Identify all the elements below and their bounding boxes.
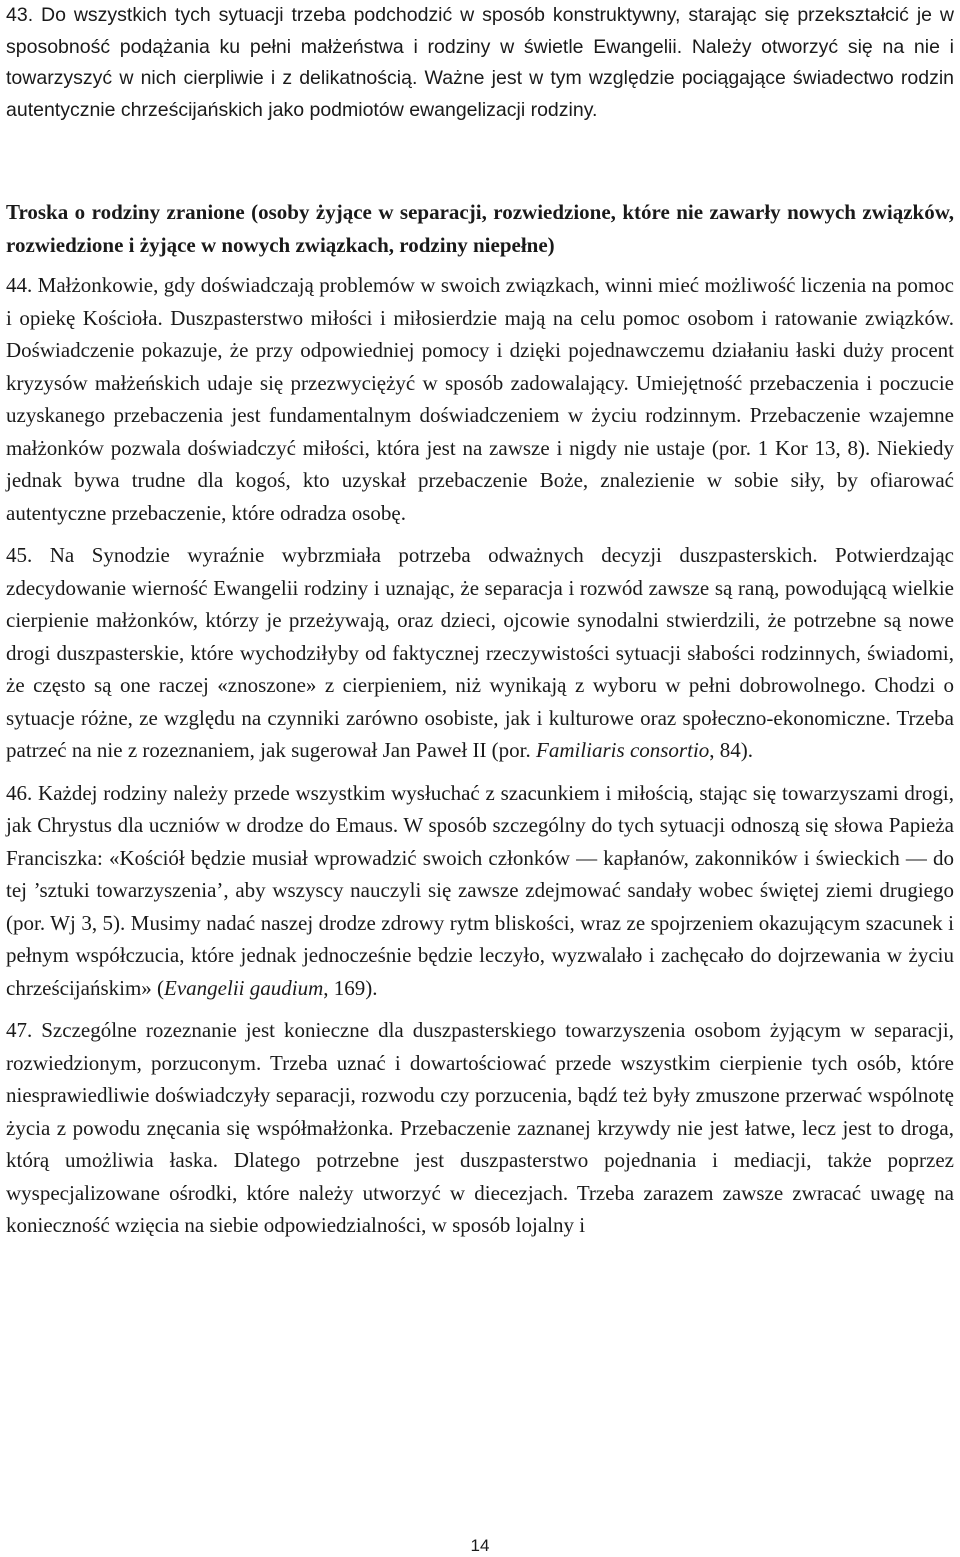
paragraph-43: 43. Do wszystkich tych sytuacji trzeba podchodzić w sposób konstruktywny, starając się przekształcić je w sposobność podążania ku pełni małżeństwa i rodziny w świetle Ewangelii. Należy otworzyć się na nie i towarzyszyć w nich cierpliwie i z delikatnością. Ważne jest w tym względzie pociągające świadectwo rodzin autentycznie chrześcijańskich jako podmiotów ewangelizacji rodziny. [6,4,954,121]
paragraph-46 [6,777,954,1005]
document-page [6,0,954,1242]
paragraph-46-text: 46. Każdej rodziny należy przede wszystkim wysłuchać z szacunkiem i miłością, stając się towarzyszami drogi, jak Chrystus dla uczniów w drodze do Emaus. W sposób szczególny do tych sytuacji odnoszą się słowa Papieża Franciszka: «Kościół będzie musiał wprowadzić swoich członków — kapłanów, zakonników i świeckich — do tej ’sztuki towarzyszenia’, aby wszyscy nauczyli się zawsze zdejmować sandały wobec świętej ziemi drugiego (por. Wj 3, 5). Musimy nadać naszej drodze zdrowy rytm bliskości, wraz ze spojrzeniem okazującym szacunek i pełnym współczucia, które jednak jednocześnie będzie leczyło, wyzwalało i zachęcało do dojrzewania w życiu chrześcijańskim» ( [6,780,954,1000]
paragraph-47: 47. Szczególne rozeznanie jest konieczne dla duszpasterskiego towarzyszenia osobom żyjącym w separacji, rozwiedzionym, porzuconym. Trzeba uznać i dowartościować przede wszystkim cierpienie tych osób, które niesprawiedliwie doświadczyły separacji, rozwodu czy porzucenia, bądź też były zmuszone przerwać wspólnotę życia z powodu znęcania się współmałżonka. Przebaczenie zaznanej krzywdy nie jest łatwe, lecz jest to droga, którą umożliwia łaska. Dlatego potrzebne jest duszpasterstwo pojednania i mediacji, także poprzez wyspecjalizowane ośrodki, które należy utworzyć w diecezjach. Trzeba zarazem zawsze zwracać uwagę na konieczność wzięcia na siebie odpowiedzialności, w sposób lojalny i [6,1018,954,1237]
paragraph-44: 44. Małżonkowie, gdy doświadczają problemów w swoich związkach, winni mieć możliwość liczenia na pomoc i opiekę Kościoła. Duszpasterstwo miłości i miłosierdzie mają na celu pomoc osobom i ratowanie związków. Doświadczenie pokazuje, że przy odpowiedniej pomocy i dzięki pojednawczemu działaniu łaski duży procent kryzysów małżeńskich udaje się przezwyciężyć w sposób zadowalający. Umiejętność przebaczenia i poczucie uzyskanego przebaczenia jest fundamentalnym doświadczeniem w życiu rodzinnym. Przebaczenie wzajemne małżonków pozwala doświadczyć miłości, która jest na zawsze i nigdy nie ustaje (por. 1 Kor 13, 8). Niekiedy jednak bywa trudne dla kogoś, kto uzyskał przebaczenie Boże, znalezienie w sobie siły, by ofiarować autentyczne przebaczenie, które odradza osobę. [6,273,954,525]
paragraph-45-text: 45. Na Synodzie wyraźnie wybrzmiała potrzeba odważnych decyzji duszpasterskich. Potwierdzając zdecydowanie wierność Ewangelii rodziny i uznając, że separacja i rozwód zawsze są raną, powodującą wielkie cierpienie małżonków, którzy je przeżywają, oraz dzieci, ojcowie synodalni stwierdzili, że potrzebne są nowe drogi duszpasterskie, które wychodziłyby od faktycznej rzeczywistości sytuacji słabości rodzinnych, świadomi, że często są one raczej «znoszone» z cierpieniem, niż wynikają z wyboru w pełni dobrowolnego. Chodzi o sytuacje różne, ze względu na czynniki zarówno osobiste, jak i kulturowe oraz społeczno-ekonomiczne. Trzeba patrzeć na nie z rozeznaniem, jak sugerował Jan Paweł II (por. [6,543,954,762]
paragraph-46-citation: Evangelii gaudium [164,975,324,1000]
page-number: 14 [470,1536,490,1555]
paragraph-45 [6,539,954,767]
paragraph-45-text-end: , 84). [709,738,754,762]
paragraph-46-text-end: , 169). [323,975,378,1000]
paragraph-45-citation: Familiaris consortio [536,738,710,762]
section-heading: Troska o rodziny zranione (osoby żyjące w separacji, rozwiedzione, które nie zawarły nowych związków, rozwiedzione i żyjące w nowych związkach, rodziny niepełne) [6,200,954,257]
